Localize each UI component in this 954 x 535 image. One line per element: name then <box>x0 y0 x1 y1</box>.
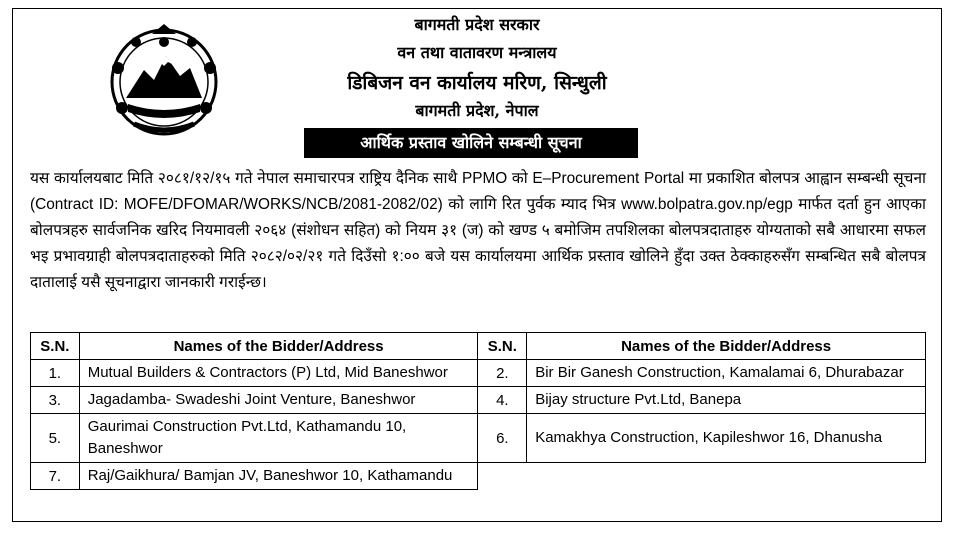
bidder-sn: 7. <box>31 463 80 490</box>
bidder-sn: 2. <box>478 360 527 387</box>
notice-body-text: यस कार्यालयबाट मिति २०८१/१२/१५ गते नेपाल समाचारपत्र राष्ट्रिय दैनिक साथै PPMO को E–Procurement Portal मा प्रकाशित बोलपत्र आह्वान सम्बन्धी सूचना (Contract ID: MOFE/DFOMAR/WORKS/NCB/2081-2082/02) को लागि रित पुर्वक म्याद भित्र www.bolpatra.gov.np/egp मार्फत दर्ता हुन आएका बोलपत्रहरु सार्वजनिक खरिद नियमावली २०६४ (संशोधन सहित) को नियम ३१ (ज) को खण्ड ५ बमोजिम तपशिलका बोलपत्रदाताहरु योग्यताको सबै आधारमा सफल भइ प्रभावग्राही बोलपत्रदाताहरुको मिति २०८२/०२/२१ गते दिउँसो १:०० बजे यस कार्यालयमा आर्थिक प्रस्ताव खोलिने हुँदा उक्त ठेक्काहरुसँग सम्बन्धित सबै बोलपत्र दातालाई यसै सूचनाद्वारा जानकारी गराईन्छ। <box>30 170 926 291</box>
bidder-name: Bijay structure Pvt.Ltd, Banepa <box>527 387 926 414</box>
bidder-sn: 5. <box>31 414 80 463</box>
table-row <box>31 360 926 387</box>
empty-cell <box>478 463 926 490</box>
notice-body <box>30 166 926 296</box>
header-province: बागमती प्रदेश, नेपाल <box>415 101 539 120</box>
column-header-name: Names of the Bidder/Address <box>527 333 926 360</box>
bidder-name: Raj/Gaikhura/ Bamjan JV, Baneshwor 10, Kathamandu <box>79 463 478 490</box>
bidder-name: Bir Bir Ganesh Construction, Kamalamai 6, Dhurabazar <box>527 360 926 387</box>
table-row <box>31 387 926 414</box>
table-row <box>31 414 926 463</box>
column-header-name: Names of the Bidder/Address <box>79 333 478 360</box>
bidders-table <box>30 332 926 490</box>
bidder-name: Mutual Builders & Contractors (P) Ltd, Mid Baneshwor <box>79 360 478 387</box>
table-header-row <box>31 333 926 360</box>
column-header-sn: S.N. <box>478 333 527 360</box>
column-header-sn: S.N. <box>31 333 80 360</box>
header-government: बागमती प्रदेश सरकार <box>414 15 540 34</box>
header-ministry: वन तथा वातावरण मन्त्रालय <box>397 43 557 62</box>
table-row <box>31 463 926 490</box>
bidder-sn: 1. <box>31 360 80 387</box>
notice-title: आर्थिक प्रस्ताव खोलिने सम्बन्धी सूचना <box>304 128 638 158</box>
bidder-sn: 4. <box>478 387 527 414</box>
bidder-name: Gaurimai Construction Pvt.Ltd, Kathamandu 10, Baneshwor <box>79 414 478 463</box>
bidder-sn: 3. <box>31 387 80 414</box>
bidder-name: Kamakhya Construction, Kapileshwor 16, Dhanusha <box>527 414 926 463</box>
bidder-sn: 6. <box>478 414 527 463</box>
header-office: डिबिजन वन कार्यालय मरिण, सिन्धुली <box>347 72 607 94</box>
bidder-name: Jagadamba- Swadeshi Joint Venture, Baneshwor <box>79 387 478 414</box>
